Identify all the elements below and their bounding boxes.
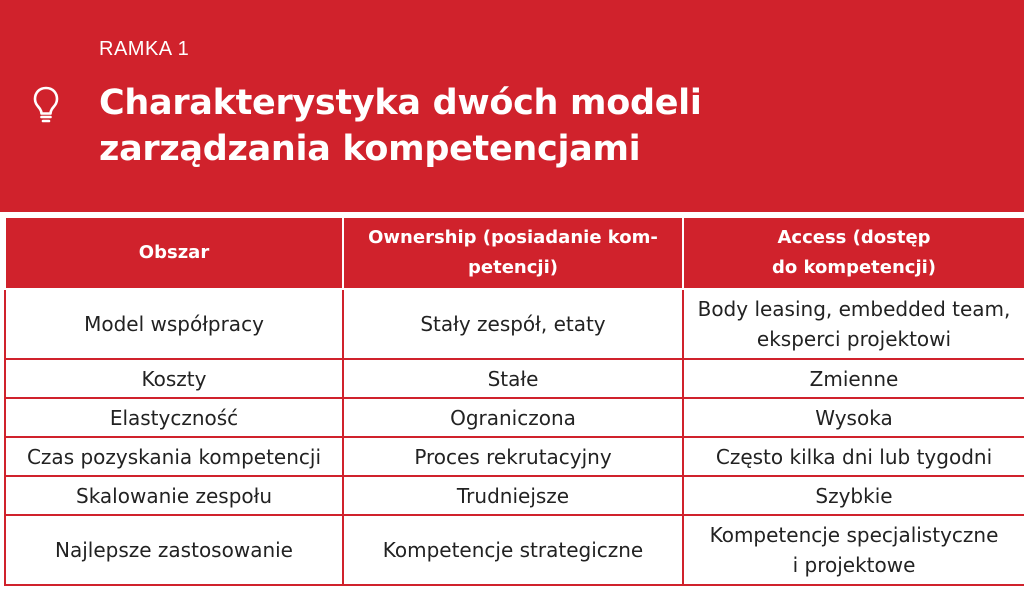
table-cell: Kompetencje specjalistyczne i projektowe xyxy=(683,515,1024,585)
table-cell: Często kilka dni lub tygodni xyxy=(683,437,1024,476)
box-title xyxy=(99,80,979,172)
table-cell: Zmienne xyxy=(683,359,1024,398)
box-header xyxy=(0,0,1024,212)
table-cell: Body leasing, embedded team, eksperci projektowi xyxy=(683,289,1024,359)
table-cell: Kompetencje strategiczne xyxy=(343,515,683,585)
table-row xyxy=(5,289,1024,359)
table-cell: Koszty xyxy=(5,359,343,398)
table-row xyxy=(5,476,1024,515)
column-header-area: Obszar xyxy=(5,217,343,289)
table-cell: Trudniejsze xyxy=(343,476,683,515)
column-header-access: Access (dostęp do kompetencji) xyxy=(683,217,1024,289)
table-cell: Czas pozyskania kompetencji xyxy=(5,437,343,476)
table-cell: Proces rekrutacyjny xyxy=(343,437,683,476)
table-cell: Wysoka xyxy=(683,398,1024,437)
table-cell: Elastyczność xyxy=(5,398,343,437)
table-cell: Stały zespół, etaty xyxy=(343,289,683,359)
table-cell: Stałe xyxy=(343,359,683,398)
table-row xyxy=(5,437,1024,476)
table-cell: Skalowanie zespołu xyxy=(5,476,343,515)
comparison-table-wrapper xyxy=(4,216,1024,586)
table-cell: Szybkie xyxy=(683,476,1024,515)
box-label: RAMKA 1 xyxy=(99,38,190,60)
table-cell: Model współpracy xyxy=(5,289,343,359)
box-title-line: Charakterystyka dwóch modeli xyxy=(99,83,702,123)
comparison-table xyxy=(4,216,1024,586)
table-row xyxy=(5,515,1024,585)
table-row xyxy=(5,398,1024,437)
table-cell: Ograniczona xyxy=(343,398,683,437)
table-header-row xyxy=(5,217,1024,289)
lightbulb-icon xyxy=(32,86,60,124)
table-cell: Najlepsze zastosowanie xyxy=(5,515,343,585)
column-header-ownership: Ownership (posiadanie kom- petencji) xyxy=(343,217,683,289)
table-row xyxy=(5,359,1024,398)
box-title-line: zarządzania kompetencjami xyxy=(99,129,641,169)
